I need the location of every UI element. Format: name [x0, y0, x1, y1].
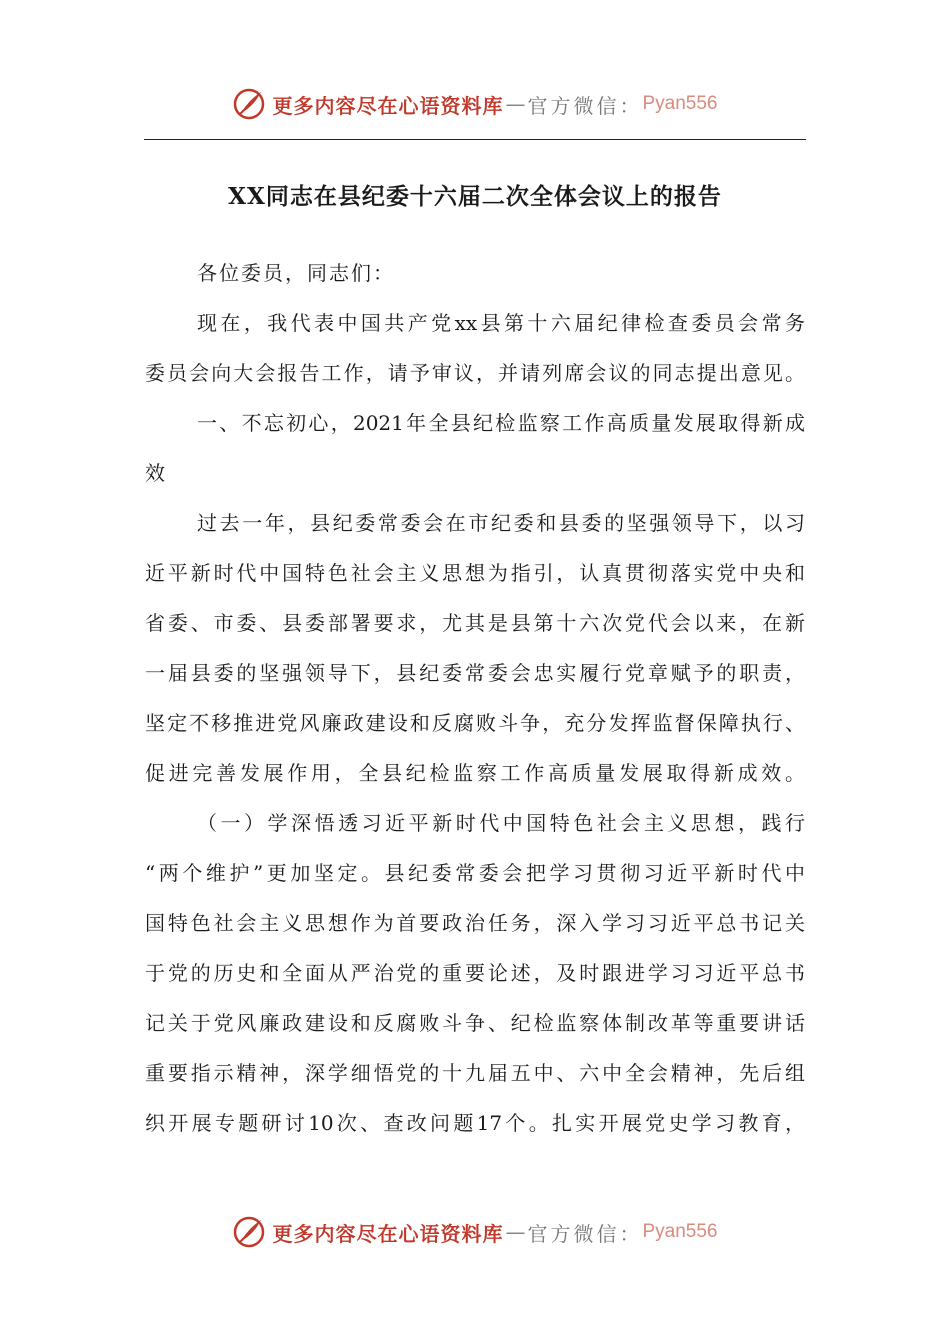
banner-separator: —	[505, 92, 526, 116]
paragraph-line: （一）学深悟透习近平新时代中国特色社会主义思想，践行	[197, 811, 805, 835]
banner-label: 官方微信：	[527, 1221, 643, 1246]
paragraph-line: 国特色社会主义思想作为首要政治任务，深入学习习近平总书记关	[145, 911, 805, 935]
quill-logo-icon	[232, 1215, 266, 1249]
footer-banner	[0, 1212, 950, 1252]
wechat-id: Pyan556	[642, 1221, 718, 1242]
paragraph-line: 促进完善发展作用，全县纪检监察工作高质量发展取得新成效。	[145, 761, 805, 785]
banner-label: 官方微信：	[527, 93, 643, 118]
paragraph-line: 一、不忘初心，2021年全县纪检监察工作高质量发展取得新成	[197, 411, 805, 435]
banner-text: 更多内容尽在心语资料库	[272, 93, 504, 118]
banner-separator: —	[505, 1220, 526, 1244]
document-title: XX同志在县纪委十六届二次全体会议上的报告	[228, 183, 722, 210]
header-divider	[144, 139, 806, 140]
paragraph-line: 于党的历史和全面从严治党的重要论述，及时跟进学习习近平总书	[145, 961, 805, 985]
paragraph-line: 效	[145, 461, 167, 485]
paragraph-line: 委员会向大会报告工作，请予审议，并请列席会议的同志提出意见。	[145, 361, 805, 385]
header-banner	[0, 84, 950, 124]
paragraph-line: 织开展专题研讨10次、查改问题17个。扎实开展党史学习教育，	[145, 1111, 805, 1135]
paragraph-line: 省委、市委、县委部署要求，尤其是县第十六次党代会以来，在新	[145, 611, 805, 635]
paragraph-line: 各位委员，同志们：	[197, 261, 395, 285]
document-body	[145, 248, 805, 1148]
paragraph-line: 现在，我代表中国共产党xx县第十六届纪律检查委员会常务	[197, 311, 805, 335]
wechat-id: Pyan556	[642, 93, 718, 114]
paragraph-line: 坚定不移推进党风廉政建设和反腐败斗争，充分发挥监督保障执行、	[145, 711, 805, 735]
paragraph-line: “两个维护”更加坚定。县纪委常委会把学习贯彻习近平新时代中	[145, 861, 805, 885]
paragraph-line: 一届县委的坚强领导下，县纪委常委会忠实履行党章赋予的职责，	[145, 661, 805, 685]
paragraph-line: 过去一年，县纪委常委会在市纪委和县委的坚强领导下，以习	[197, 511, 805, 535]
quill-logo-icon	[232, 87, 266, 121]
banner-text: 更多内容尽在心语资料库	[272, 1221, 504, 1246]
paragraph-line: 记关于党风廉政建设和反腐败斗争、纪检监察体制改革等重要讲话	[145, 1011, 805, 1035]
paragraph-line: 重要指示精神，深学细悟党的十九届五中、六中全会精神，先后组	[145, 1061, 805, 1085]
paragraph-line: 近平新时代中国特色社会主义思想为指引，认真贯彻落实党中央和	[145, 561, 805, 585]
